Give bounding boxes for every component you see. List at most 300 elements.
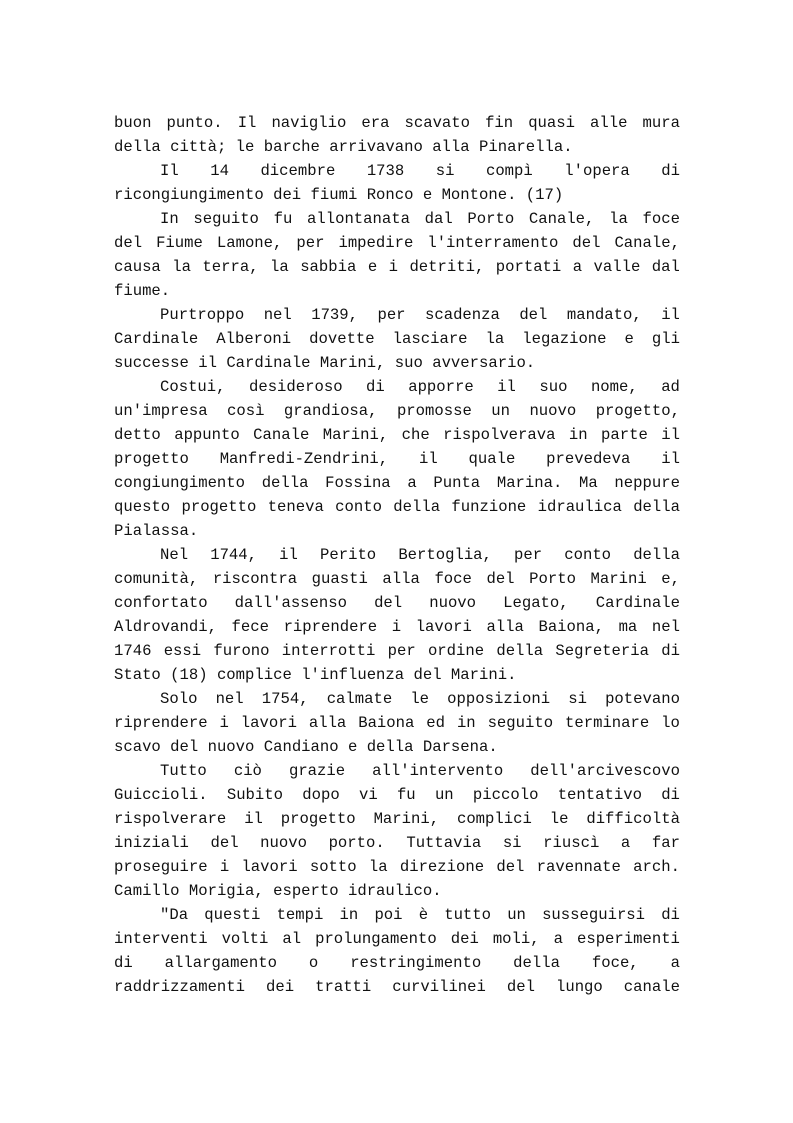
word: Il <box>160 162 179 180</box>
word: progetto <box>280 810 356 828</box>
word: tentativo <box>557 786 642 804</box>
word: foce <box>434 570 472 588</box>
word: proseguire <box>114 858 208 876</box>
text-line <box>114 279 680 303</box>
paragraph <box>114 111 680 159</box>
word: di <box>661 786 680 804</box>
text-line <box>114 111 680 135</box>
word: il <box>661 450 680 468</box>
word: difficoltà <box>586 810 680 828</box>
word: e <box>367 258 378 276</box>
word: sabbia <box>300 258 357 276</box>
word: nome, <box>590 378 638 396</box>
word: Purtroppo <box>160 306 245 324</box>
word: di <box>661 162 680 180</box>
word: Alberoni <box>216 330 292 348</box>
word: 1738 <box>366 162 405 180</box>
word: Fiume <box>156 234 203 252</box>
text-line <box>114 471 680 495</box>
word: idraulico. <box>347 882 442 900</box>
text-line <box>114 495 680 519</box>
text-line <box>114 807 680 831</box>
word: Nel <box>160 546 189 564</box>
word: alla <box>432 138 470 156</box>
word: 1739, <box>311 306 359 324</box>
word: la <box>270 258 289 276</box>
word: nuovo <box>429 594 477 612</box>
word: opposizioni <box>447 690 551 708</box>
word: Morigia, <box>188 882 264 900</box>
text-line <box>114 519 680 543</box>
word: esperimenti <box>576 930 680 948</box>
word: dei <box>450 930 479 948</box>
word: avversario. <box>432 354 536 372</box>
word: curvilinei <box>392 978 486 996</box>
text-line <box>114 879 680 903</box>
word: vi <box>358 786 378 804</box>
word: interrotti <box>281 642 376 660</box>
word: Camillo <box>114 882 180 900</box>
word: complice <box>216 666 292 684</box>
word: ravennate <box>536 858 621 876</box>
word: prolungamento <box>315 930 437 948</box>
word: Canale, <box>528 210 595 228</box>
word: (17) <box>525 186 564 204</box>
word: Marina. <box>496 474 563 492</box>
text-line <box>114 591 680 615</box>
word: l'opera <box>564 162 630 180</box>
word: Ronco <box>366 186 414 204</box>
word: Montone. <box>441 186 517 204</box>
word: lungo <box>555 978 603 996</box>
word: lavori <box>415 618 472 636</box>
word: in <box>568 426 588 444</box>
word: tempi <box>276 906 324 924</box>
word: a <box>407 474 417 492</box>
word: un <box>507 906 526 924</box>
word: ciò <box>233 762 262 780</box>
text-line <box>114 975 680 999</box>
text-line <box>114 543 680 567</box>
word: Marini, <box>319 354 386 372</box>
word: congiungimento <box>114 474 246 492</box>
word: lavori <box>240 714 297 732</box>
word: allargamento <box>164 954 277 972</box>
word: Stato <box>114 666 161 684</box>
word: successe <box>114 354 189 372</box>
word: del <box>170 738 199 756</box>
word: che <box>401 426 430 444</box>
word: della <box>496 642 544 660</box>
text-line <box>114 735 680 759</box>
word: della <box>366 738 414 756</box>
word: un'impresa <box>114 402 208 420</box>
word: (18) <box>170 666 208 684</box>
word: del <box>519 306 548 324</box>
word: 1754, <box>261 690 309 708</box>
word: di <box>661 642 680 660</box>
word: legazione <box>522 330 607 348</box>
document-page <box>114 111 680 999</box>
word: buon <box>114 114 152 132</box>
text-line <box>114 423 680 447</box>
word: barche <box>263 138 320 156</box>
word: Baiona, <box>538 618 604 636</box>
word: dei <box>273 186 302 204</box>
text-line <box>114 927 680 951</box>
word: Aldrovandi, <box>114 618 217 636</box>
text-line <box>114 855 680 879</box>
word: fiumi <box>310 186 358 204</box>
word: canale <box>623 978 680 996</box>
word: così <box>227 402 265 420</box>
word: l'interramento <box>427 234 559 252</box>
word: portati <box>495 258 562 276</box>
word: nel <box>263 306 292 324</box>
word: dicembre <box>260 162 336 180</box>
word: il <box>279 546 298 564</box>
word: susseguirsi <box>542 906 646 924</box>
word: promosse <box>396 402 472 420</box>
word: Darsena. <box>422 738 498 756</box>
word: tratti <box>315 978 372 996</box>
word: le <box>235 138 255 156</box>
word: un <box>434 786 454 804</box>
word: Subito <box>226 786 283 804</box>
word: Porto <box>529 570 576 588</box>
word: terra, <box>202 258 259 276</box>
word: suo <box>394 354 423 372</box>
word: il <box>244 810 263 828</box>
text-line <box>114 447 680 471</box>
word: alla <box>308 714 347 732</box>
word: naviglio <box>271 114 347 132</box>
word: le <box>549 810 569 828</box>
word: dal <box>651 258 680 276</box>
word: dei <box>266 978 295 996</box>
text-line <box>114 831 680 855</box>
word: Pialassa. <box>114 522 199 540</box>
text-line <box>114 231 680 255</box>
word: Il <box>237 114 257 132</box>
word: seguito <box>193 210 259 228</box>
word: arch. <box>633 858 680 876</box>
word: detto <box>114 426 161 444</box>
word: teneva <box>267 498 324 516</box>
text-line <box>114 303 680 327</box>
word: Canale, <box>614 234 680 252</box>
word: Pinarella. <box>479 138 573 156</box>
word: questo <box>114 498 171 516</box>
word: la <box>172 258 191 276</box>
word: Costui, <box>160 378 226 396</box>
word: suo <box>539 378 568 396</box>
word: del <box>114 234 143 252</box>
word: seguito <box>487 714 554 732</box>
word: Tuttavia <box>406 834 482 852</box>
word: desideroso <box>248 378 343 396</box>
word: il <box>198 354 217 372</box>
text-line <box>114 183 680 207</box>
word: e, <box>661 570 680 588</box>
word: volti <box>221 930 269 948</box>
word: restringimento <box>350 954 482 972</box>
word: riprendere <box>283 618 378 636</box>
text-line <box>114 711 680 735</box>
text-line <box>114 399 680 423</box>
word: alle <box>590 114 628 132</box>
word: fin <box>485 114 514 132</box>
word: Baiona <box>358 714 415 732</box>
word: del <box>210 834 239 852</box>
word: prevedeva <box>546 450 631 468</box>
word: i <box>219 714 229 732</box>
word: all'intervento <box>372 762 504 780</box>
word: del <box>506 978 535 996</box>
word: un <box>491 402 510 420</box>
text-line <box>114 207 680 231</box>
word: tutto <box>444 906 492 924</box>
word: riscontra <box>212 570 298 588</box>
word: l'influenza <box>301 666 405 684</box>
word: è <box>418 906 429 924</box>
word: nel <box>651 618 680 636</box>
word: 1744, <box>210 546 258 564</box>
word: quale <box>468 450 516 468</box>
word: Marini <box>590 570 647 588</box>
word: essi <box>163 642 202 660</box>
paragraph <box>114 543 680 687</box>
text-line <box>114 951 680 975</box>
word: foce <box>642 210 680 228</box>
word: Marini, <box>373 810 440 828</box>
word: per <box>387 642 416 660</box>
paragraph <box>114 207 680 303</box>
word: ed <box>426 714 446 732</box>
word: iniziali <box>114 834 189 852</box>
word: complici <box>456 810 532 828</box>
word: fece <box>231 618 269 636</box>
word: foce, <box>591 954 639 972</box>
word: rispolverava <box>443 426 556 444</box>
word: città; <box>170 138 227 156</box>
word: a <box>670 954 680 972</box>
word: il <box>418 450 438 468</box>
word: dal <box>424 210 453 228</box>
word: riprendere <box>114 714 208 732</box>
word: fu <box>396 786 416 804</box>
word: moli, <box>492 930 540 948</box>
paragraph <box>114 375 680 543</box>
word: Ma <box>579 474 598 492</box>
word: della <box>393 498 441 516</box>
word: causa <box>114 258 161 276</box>
word: fiume. <box>114 282 171 300</box>
word: conto <box>335 498 382 516</box>
word: sotto <box>309 858 357 876</box>
word: questi <box>204 906 261 924</box>
word: mura <box>642 114 680 132</box>
word: Cardinale <box>114 330 199 348</box>
word: a <box>553 930 563 948</box>
word: 1746 <box>114 642 152 660</box>
word: Candiano <box>263 738 339 756</box>
word: nuovo <box>207 738 255 756</box>
word: a <box>572 258 583 276</box>
word: in <box>456 714 476 732</box>
word: progetto <box>114 450 189 468</box>
text-line <box>114 327 680 351</box>
word: ordine <box>427 642 485 660</box>
word: del <box>413 666 442 684</box>
paragraph <box>114 303 680 375</box>
word: nuovo <box>260 834 307 852</box>
word: al <box>282 930 302 948</box>
word: nel <box>215 690 244 708</box>
word: Bertoglia, <box>398 546 492 564</box>
word: grazie <box>288 762 346 780</box>
word: raddrizzamenti <box>114 978 246 996</box>
word: Canale <box>253 426 310 444</box>
word: della <box>513 954 560 972</box>
word: ad <box>661 378 680 396</box>
word: per <box>514 546 543 564</box>
word: Tutto <box>160 762 207 780</box>
word: Lamone, <box>216 234 283 252</box>
word: apporre <box>408 378 474 396</box>
word: e <box>347 738 358 756</box>
word: rispolverare <box>114 810 227 828</box>
text-line <box>114 375 680 399</box>
word: lasciare <box>392 330 468 348</box>
word: Manfredi-Zendrini, <box>219 450 389 468</box>
word: detriti, <box>409 258 485 276</box>
word: esperto <box>273 882 339 900</box>
word: la <box>609 210 628 228</box>
word: di <box>366 378 385 396</box>
word: e <box>624 330 634 348</box>
word: i <box>388 258 398 276</box>
word: della <box>633 498 680 516</box>
word: impedire <box>338 234 414 252</box>
word: Fossina <box>325 474 391 492</box>
word: del <box>374 594 403 612</box>
word: scadenza <box>425 306 500 324</box>
word: arrivavano <box>329 138 423 156</box>
text-line <box>114 615 680 639</box>
word: poi <box>374 906 403 924</box>
word: e <box>422 186 433 204</box>
word: il <box>497 378 516 396</box>
word: interventi <box>114 930 208 948</box>
paragraph <box>114 687 680 759</box>
word: progetto <box>181 498 257 516</box>
text-line <box>114 639 680 663</box>
word: idraulica <box>537 498 622 516</box>
word: lavori <box>241 858 298 876</box>
word: dell'arcivescovo <box>530 762 680 780</box>
word: comunità, <box>114 570 199 588</box>
word: Marini. <box>450 666 517 684</box>
word: neppure <box>614 474 680 492</box>
word: Porto <box>467 210 515 228</box>
word: Marini, <box>322 426 389 444</box>
word: in <box>339 906 359 924</box>
word: o <box>308 954 319 972</box>
word: In <box>160 210 179 228</box>
text-line <box>114 687 680 711</box>
word: del <box>486 570 515 588</box>
word: appunto <box>174 426 240 444</box>
text-line <box>114 903 680 927</box>
word: si <box>568 690 587 708</box>
word: di <box>661 906 680 924</box>
word: direzione <box>399 858 485 876</box>
word: ma <box>618 618 638 636</box>
word: del <box>496 858 525 876</box>
text-line <box>114 663 680 687</box>
word: si <box>502 834 522 852</box>
word: della <box>114 138 161 156</box>
word: era <box>361 114 390 132</box>
word: dopo <box>302 786 340 804</box>
word: far <box>651 834 680 852</box>
text-line <box>114 135 680 159</box>
word: per <box>377 306 406 324</box>
text-line <box>114 351 680 375</box>
paragraph <box>114 159 680 207</box>
word: terminare <box>565 714 650 732</box>
word: Cardinale <box>226 354 311 372</box>
word: guasti <box>311 570 368 588</box>
word: della <box>633 546 680 564</box>
word: progetto, <box>595 402 680 420</box>
word: piccolo <box>472 786 539 804</box>
word: valle <box>593 258 641 276</box>
word: porto. <box>328 834 385 852</box>
word: scavato <box>404 114 471 132</box>
paragraph <box>114 903 680 999</box>
word: Punta <box>433 474 481 492</box>
word: compì <box>485 162 533 180</box>
word: funzione <box>451 498 527 516</box>
word: Perito <box>320 546 377 564</box>
word: per <box>296 234 325 252</box>
word: calmate <box>326 690 393 708</box>
word: il <box>661 306 680 324</box>
word: conto <box>564 546 612 564</box>
text-line <box>114 783 680 807</box>
text-line <box>114 255 680 279</box>
word: alla <box>382 570 420 588</box>
word: i <box>219 858 230 876</box>
text-line <box>114 759 680 783</box>
word: confortato <box>114 594 208 612</box>
word: nuovo <box>529 402 577 420</box>
word: lo <box>661 714 680 732</box>
word: mandato, <box>566 306 642 324</box>
word: Segreteria <box>555 642 649 660</box>
word: potevano <box>605 690 680 708</box>
word: dall'assenso <box>234 594 347 612</box>
word: Solo <box>160 690 198 708</box>
word: del <box>572 234 601 252</box>
word: fu <box>273 210 293 228</box>
word: si <box>435 162 455 180</box>
word: i <box>391 618 402 636</box>
paragraph <box>114 759 680 903</box>
word: il <box>661 426 680 444</box>
